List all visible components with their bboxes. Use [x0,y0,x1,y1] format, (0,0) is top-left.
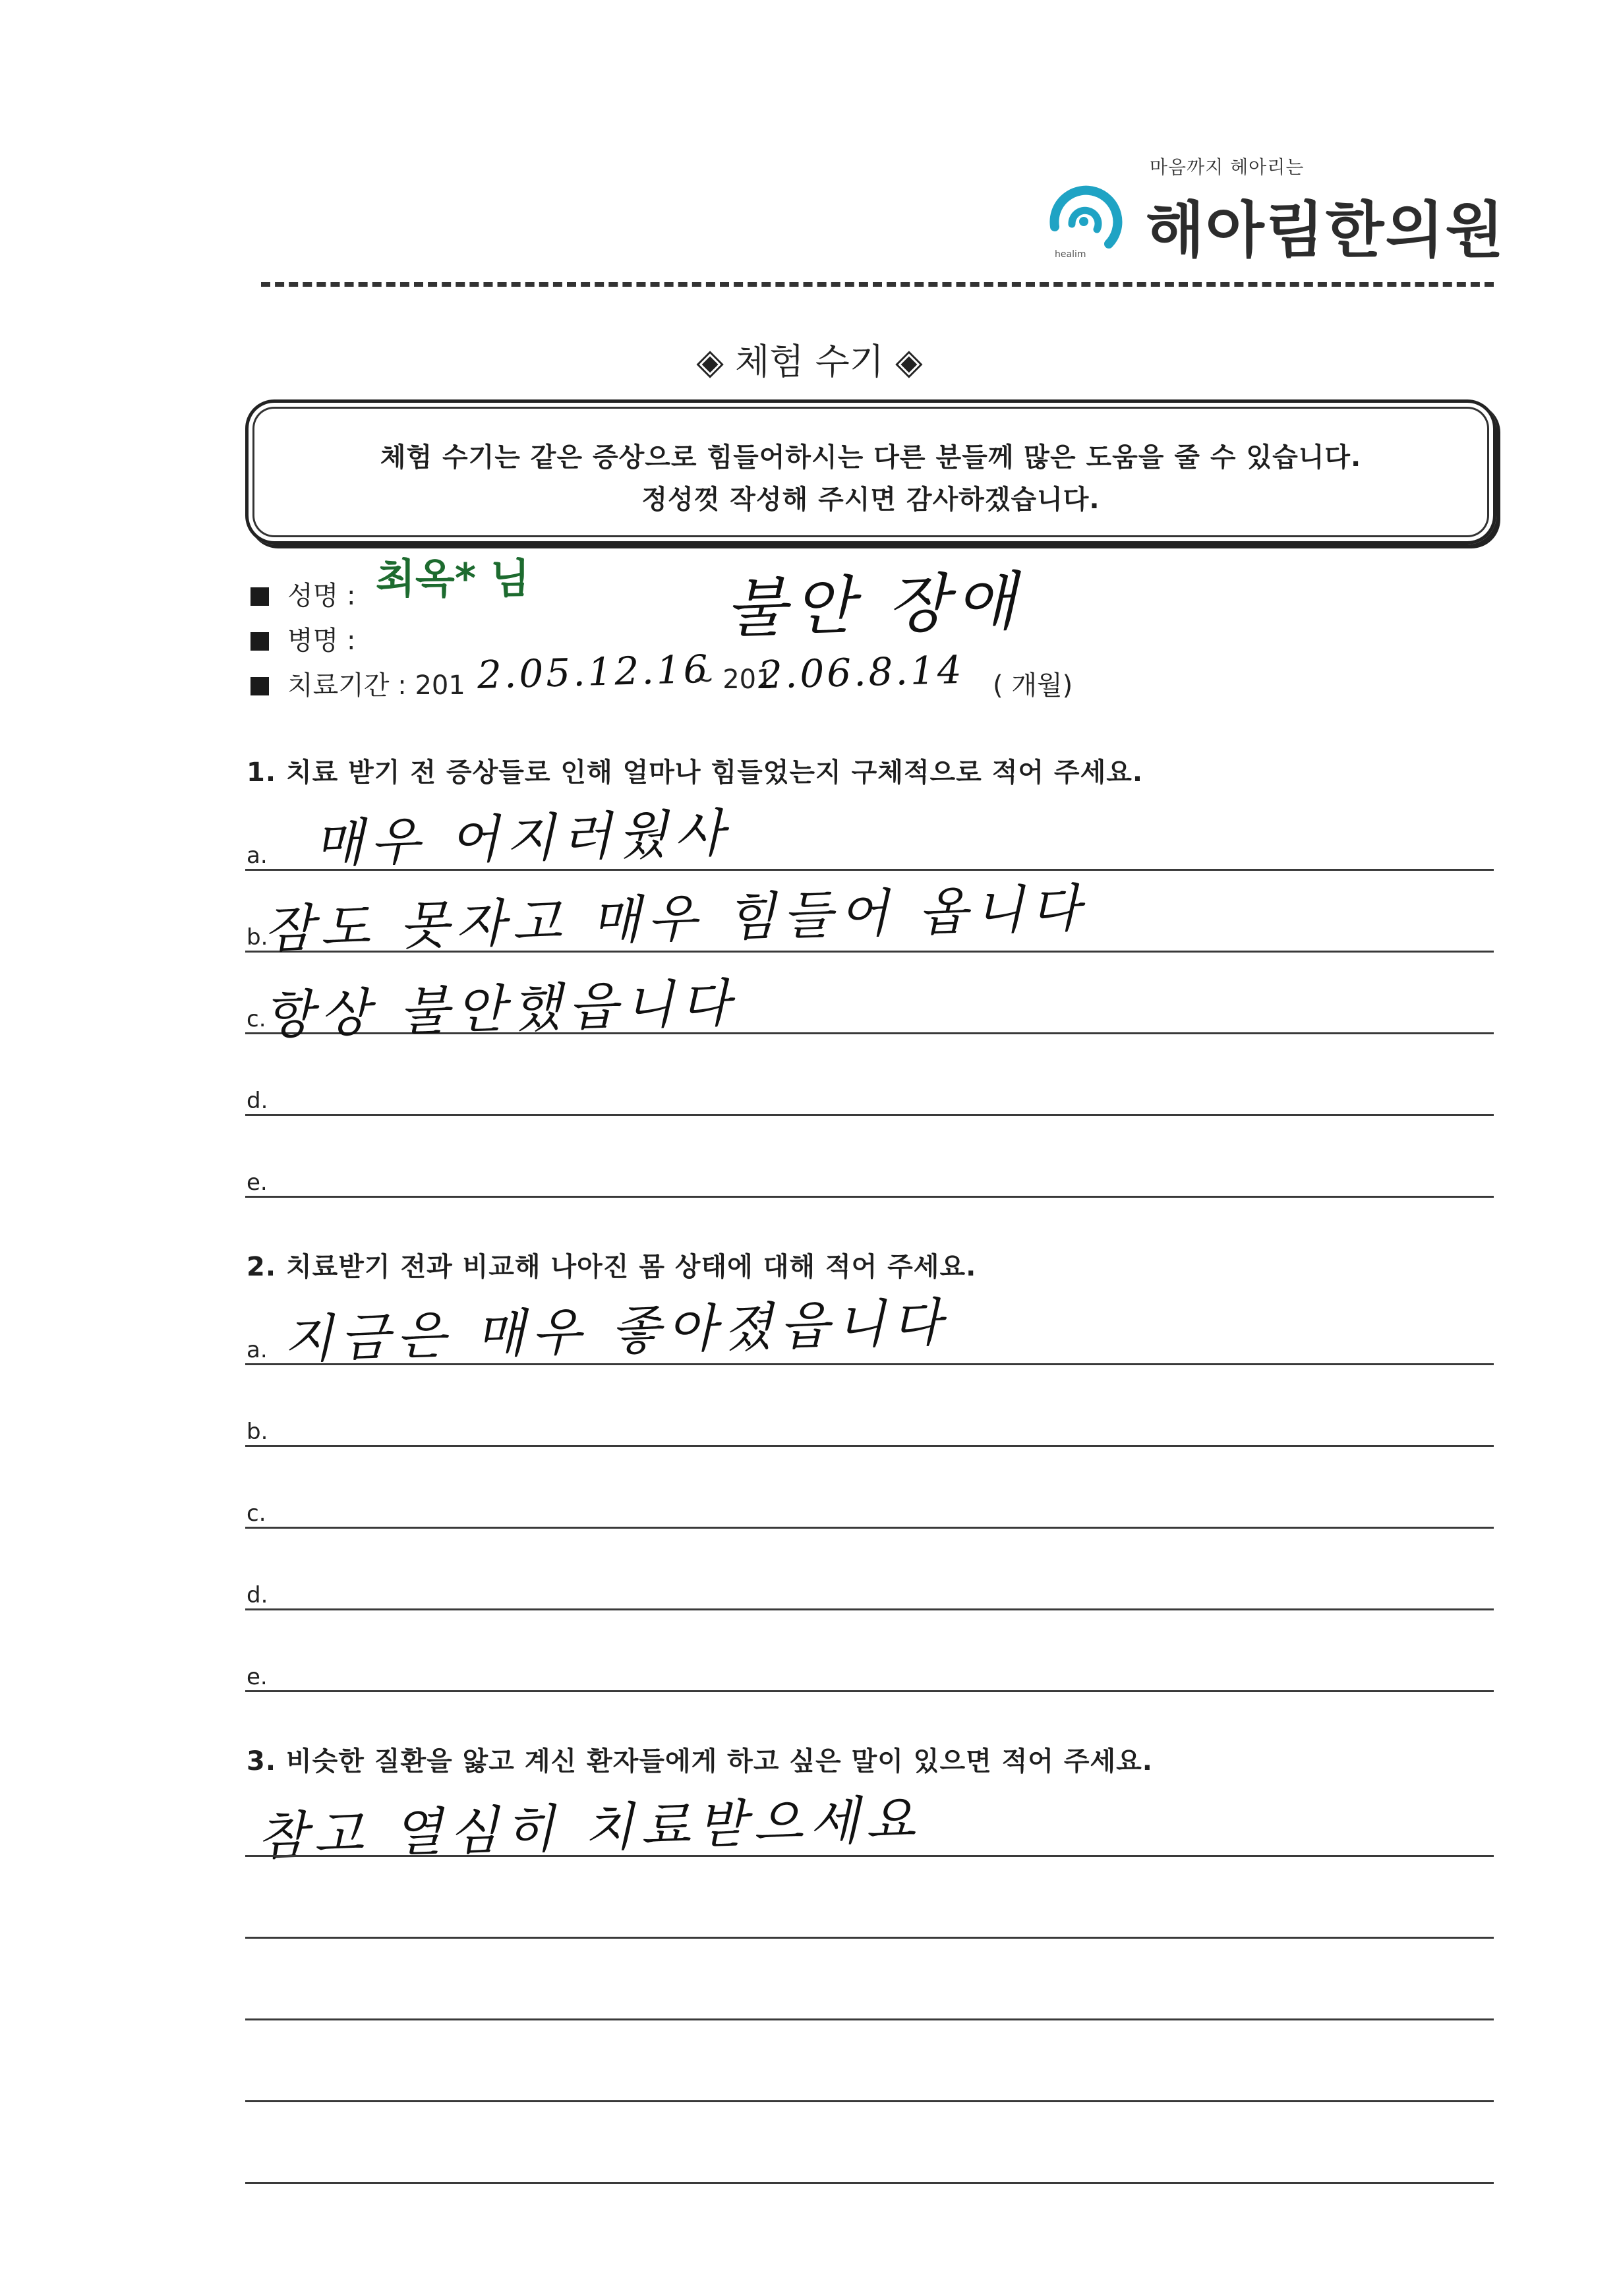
q1-letter-e: e. [247,1169,268,1196]
q1-letter-c: c. [247,1006,266,1032]
q2-answer-line[interactable] [245,1527,1494,1529]
q3-answer-line[interactable] [245,2018,1494,2020]
period-label: 치료기간 : 201 [287,670,465,701]
disease-row [250,620,355,657]
q2-answer-line[interactable] [245,1608,1494,1610]
q1-letter-a: a. [247,842,268,869]
question-1-title: 1. 치료 받기 전 증상들로 인해 얼마나 힘들었는지 구체적으로 적어 주세요. [247,757,1144,788]
q2-letter-c: c. [247,1500,266,1527]
q1-answer-c: 항상 불안했읍니다 [263,974,738,1045]
header-divider [261,282,1494,287]
q3-answer-1: 참고 열심히 치료받으세요 [256,1790,923,1867]
bullet-square-icon [250,632,269,651]
period-end-handwriting: 2.06.8.14 [757,647,965,697]
q1-letter-b: b. [247,924,268,951]
q1-answer-b: 잠도 못자고 매우 힘들어 옵니다 [263,879,1088,960]
q1-answer-line[interactable] [245,1114,1494,1116]
period-start-handwriting: 2.05.12.16 [477,646,711,697]
clinic-logo-icon [1043,181,1129,260]
logo-tagline: 마음까지 헤아리는 [1150,156,1305,178]
q1-letter-d: d. [247,1088,268,1114]
q2-answer-line[interactable] [245,1690,1494,1692]
q3-answer-line[interactable] [245,2100,1494,2102]
name-row [250,575,355,612]
notice-line-1: 체험 수기는 같은 증상으로 힘들어하시는 다른 분들께 많은 도움을 줄 수 있습니다. [380,442,1362,473]
question-3-title: 3. 비슷한 질환을 앓고 계신 환자들에게 하고 싶은 말이 있으면 적어 주세요. [247,1746,1153,1777]
q2-letter-d: d. [247,1582,268,1608]
question-2-title: 2. 치료받기 전과 비교해 나아진 몸 상태에 대해 적어 주세요. [247,1252,977,1282]
disease-label: 병명 : [287,626,356,656]
q2-letter-a: a. [247,1337,268,1363]
logo-mark-text: healim [1055,249,1086,260]
bullet-square-icon [250,677,269,695]
q2-letter-e: e. [247,1664,268,1690]
page-title: ◈ 체험 수기 ◈ [696,341,923,382]
disease-handwriting: 불안 장애 [724,564,1024,646]
clinic-name: 해아림한의원 [1146,195,1506,266]
patient-name: 최옥* 님 [369,555,626,603]
q3-answer-line[interactable] [245,1937,1494,1939]
months-label: ( 개월) [993,670,1073,701]
notice-line-2: 정성껏 작성해 주시면 감사하겠습니다. [641,485,1100,515]
name-label: 성명 : [287,581,356,611]
q1-answer-line[interactable] [245,1196,1494,1198]
q2-answer-line[interactable] [245,1445,1494,1447]
q3-answer-line[interactable] [245,2182,1494,2184]
q1-answer-a: 매우 어지러웠사 [313,804,732,874]
period-separator: ~ 201 [692,664,773,695]
period-row [250,664,465,702]
bullet-square-icon [250,587,269,606]
q2-letter-b: b. [247,1419,268,1445]
q3-answer-line[interactable] [245,1855,1494,1857]
q2-answer-a: 지금은 매우 좋아졌읍니다 [283,1293,949,1370]
